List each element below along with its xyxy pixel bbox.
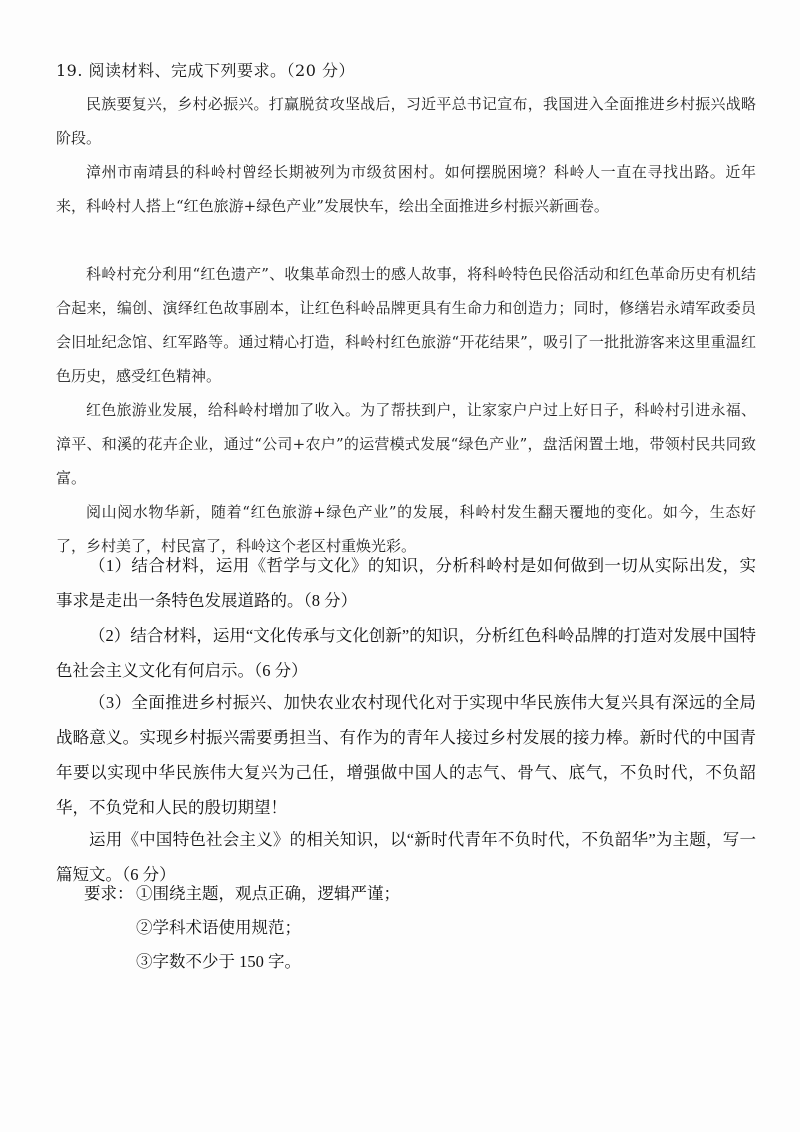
- sub-question-3-context: （3）全面推进乡村振兴、加快农业农村现代化对于实现中华民族伟大复兴具有深远的全局战略意义。实现乡村振兴需要勇担当、有作为的青年人接过乡村发展的接力棒。新时代的中国青年要以实现中华民族伟大复兴为己任，增强做中国人的志气、骨气、底气，不负时代，不负韶华，不负党和人民的殷切期望！: [56, 693, 756, 817]
- requirement-item-3: ③字数不少于 150 字。: [136, 952, 301, 971]
- material-paragraph-3: 科岭村充分利用“红色遗产”、收集革命烈士的感人故事，将科岭特色民俗活动和红色革命历史有机结合起来，编创、演绎红色故事剧本，让红色科岭品牌更具有生命力和创造力；同时，修缮岩永靖军政委员会旧址纪念馆、红军路等。通过精心打造，科岭村红色旅游“开花结果”，吸引了一批批游客来这里重温红色历史，感受红色精神。: [56, 265, 756, 385]
- requirements-label: 要求：: [84, 884, 134, 903]
- question-title: 19. 阅读材料、完成下列要求。（20 分）: [56, 61, 355, 80]
- material-paragraph-2: 漳州市南靖县的科岭村曾经长期被列为市级贫困村。如何摆脱困境？科岭人一直在寻找出路。近年来，科岭村人搭上“红色旅游+绿色产业”发展快车，绘出全面推进乡村振兴新画卷。: [56, 163, 756, 215]
- sub-question-2: （2）结合材料，运用“文化传承与文化创新”的知识，分析红色科岭品牌的打造对发展中国特色社会主义文化有何启示。（6 分）: [56, 626, 756, 680]
- material-paragraph-1: 民族要复兴，乡村必振兴。打赢脱贫攻坚战后，习近平总书记宣布，我国进入全面推进乡村振兴战略阶段。: [56, 95, 756, 147]
- material-paragraph-5: 阅山阅水物华新，随着“红色旅游+绿色产业”的发展，科岭村发生翻天覆地的变化。如今，生态好了，乡村美了，村民富了，科岭这个老区村重焕光彩。: [56, 503, 756, 555]
- sub-question-3-task: 运用《中国特色社会主义》的相关知识，以“新时代青年不负时代，不负韶华”为主题，写一篇短文。（6 分）: [56, 830, 756, 884]
- requirement-item-1: ①围绕主题，观点正确，逻辑严谨；: [136, 884, 400, 903]
- requirement-item-2: ②学科术语使用规范；: [136, 918, 301, 937]
- material-paragraph-4: 红色旅游业发展，给科岭村增加了收入。为了帮扶到户，让家家户户过上好日子，科岭村引进永福、漳平、和溪的花卉企业，通过“公司+农户”的运营模式发展“绿色产业”，盘活闲置土地，带领村民共同致富。: [56, 401, 756, 487]
- sub-question-1: （1）结合材料，运用《哲学与文化》的知识，分析科岭村是如何做到一切从实际出发，实事求是走出一条特色发展道路的。（8 分）: [56, 556, 756, 610]
